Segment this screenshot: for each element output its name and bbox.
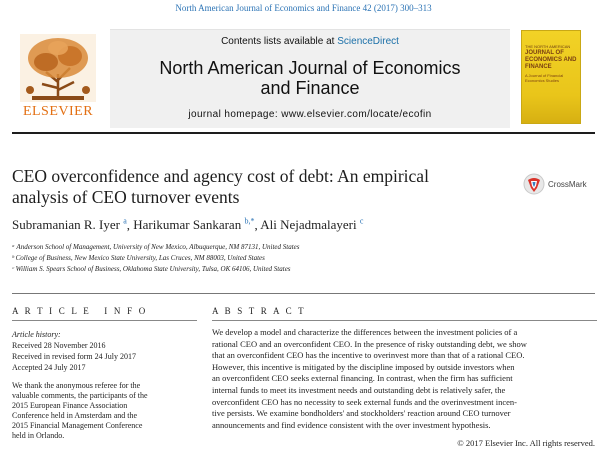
author-1[interactable]: [12, 217, 127, 232]
affiliation-rule: [12, 293, 595, 294]
article-title-line1: CEO overconfidence and agency cost of debt: An empirical: [12, 166, 429, 186]
author-3[interactable]: [260, 217, 363, 232]
ack-line: Conference held in Amsterdam and the: [12, 411, 138, 421]
author-2[interactable]: [133, 217, 254, 232]
affiliation-a: ᵃ Anderson School of Management, University of New Mexico, Albuquerque, NM 87131, United States: [12, 243, 300, 251]
history-received: Received 28 November 2016: [12, 341, 106, 350]
abstract-line: an overconfident CEO seeks external financing. In contrast, when the firm has sufficient: [212, 373, 513, 384]
article-title-line2: analysis of CEO turnover events: [12, 187, 240, 207]
author-affil-sup[interactable]: c: [359, 217, 364, 226]
history-label: Article history:: [12, 330, 61, 339]
crossmark-label: CrossMark: [548, 179, 587, 189]
abstract-heading: A B S T R A C T: [212, 306, 306, 316]
ack-line: 2015 Financial Management Conference: [12, 421, 143, 431]
copyright-notice: © 2017 Elsevier Inc. All rights reserved.: [457, 438, 595, 448]
abstract-line: announcements and find evidence consistent with the over investment hypothesis.: [212, 419, 491, 430]
journal-homepage: [110, 109, 510, 120]
ack-line: held in Orlando.: [12, 431, 65, 441]
abstract-line: However, this incentive is mitigated by the discipline imposed by outside investors when: [212, 361, 515, 372]
author-affil-sup[interactable]: a: [123, 217, 127, 226]
affiliation-b: ᵇ College of Business, New Mexico State University, Las Cruces, NM 88003, United States: [12, 254, 265, 262]
abstract-line: We develop a model and characterize the differences between the investment policies of a: [212, 327, 518, 337]
homepage-prefix: journal homepage:: [188, 109, 282, 120]
crossmark-icon: [523, 173, 545, 195]
journal-title-line2: and Finance: [260, 78, 360, 98]
header-rule: [12, 132, 595, 134]
author-list: Subramanian R. Iyer $^a$, Harikumar Sankaran $^{b,*}$, Ali Nejadmalayeri $^c$: [12, 217, 364, 233]
ack-line: We thank the anonymous referee for the: [12, 381, 141, 390]
abstract-line: internal funds to meet its investment needs and outstanding debt is relatively safer, the: [212, 384, 506, 395]
cover-small-text: THE NORTH AMERICAN: [525, 44, 571, 49]
sciencedirect-link[interactable]: ScienceDirect: [337, 36, 399, 47]
abstract-body: [212, 327, 597, 431]
contents-line: [110, 36, 510, 47]
abstract-line: rational CEO and an overconfident CEO. In the presence of risky outstanding debt, we show: [212, 338, 527, 349]
journal-title: [110, 58, 510, 98]
article-info-heading: A R T I C L E I N F O: [12, 306, 148, 316]
acknowledgement: [12, 381, 192, 442]
ack-line: valuable comments, the participants of the: [12, 391, 148, 401]
article-title: [12, 166, 502, 208]
abstract-rule: [212, 320, 597, 321]
author-name: Ali Nejadmalayeri: [260, 217, 357, 233]
cover-title-text: [525, 47, 577, 83]
abstract-line: that an overconfident CEO has the incentive to overinvest more than that of a rational CEO.: [212, 350, 525, 361]
affiliation-c: ᶜ William S. Spears School of Business, Oklahoma State University, Tulsa, OK 64106, United States: [12, 265, 291, 273]
elsevier-wordmark: ELSEVIER: [22, 104, 94, 119]
cover-subtitle: A Journal of Financial Economics Studies: [525, 73, 564, 83]
journal-title-line1: North American Journal of Economics: [159, 58, 461, 78]
crossmark-button[interactable]: [523, 170, 597, 198]
abstract-line: overconfident CEO has no necessity to seek external funds and the overinvestment incen-: [212, 396, 517, 407]
article-info-rule: [12, 320, 197, 321]
author-name: Subramanian R. Iyer: [12, 217, 120, 233]
contents-prefix: Contents lists available at: [221, 36, 338, 47]
cover-title: JOURNAL OF ECONOMICS AND FINANCE: [525, 50, 577, 70]
history-accepted: Accepted 24 July 2017: [12, 363, 86, 372]
journal-reference[interactable]: North American Journal of Economics and Finance 42 (2017) 300–313: [175, 3, 432, 13]
history-revised: Received in revised form 24 July 2017: [12, 352, 136, 361]
homepage-url-link[interactable]: www.elsevier.com/locate/ecofin: [281, 109, 432, 120]
author-affil-sup[interactable]: b,*: [244, 217, 255, 226]
ack-line: 2015 European Finance Association: [12, 401, 128, 411]
author-name: Harikumar Sankaran: [133, 217, 242, 233]
abstract-line: tive persists. We examine bondholders' and stockholders' reaction around CEO turnover: [212, 408, 511, 419]
